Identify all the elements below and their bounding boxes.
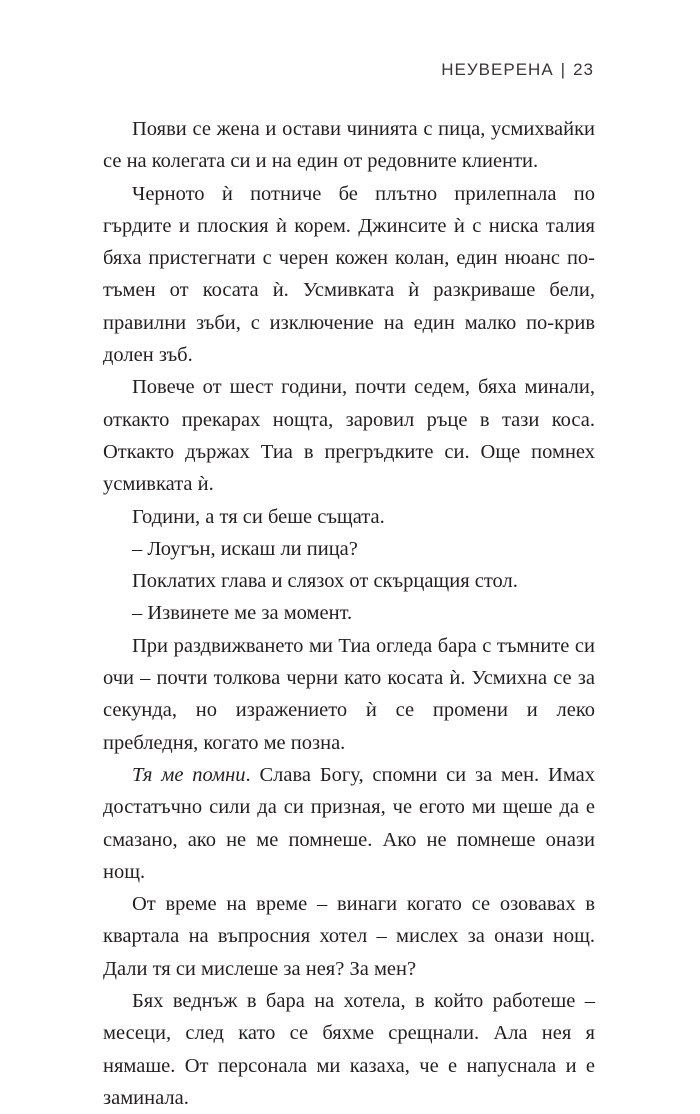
paragraph: Черното ѝ потниче бе плътно прилепнала по гърдите и плоския ѝ корем. Джинсите ѝ с ниска талия бяха пристегнати с черен кожен колан, един нюанс по-тъмен от косата ѝ. Усмивката ѝ разкриваше бели, правилни зъби, с изключение на един малко по-крив долен зъб. xyxy=(103,182,595,367)
paragraph: Повече от шест години, почти седем, бяха минали, откакто прекарах нощта, заровил ръце в тази коса. Откакто държах Тиа в прегръдките си. Още помнех усмивката ѝ. xyxy=(103,376,595,496)
italic-thought: Тя ме помни xyxy=(132,763,246,786)
dialogue-line: – Извинете ме за момент. xyxy=(132,602,353,625)
paragraph-continuation: . Слава Богу, спомни си за мен. Имах достатъчно сили да си призная, че егото ми щеше да е смазано, ако не ме помнеше. Ако не помнеше онази нощ. xyxy=(103,763,595,883)
header-separator: | xyxy=(560,60,567,79)
page-number: 23 xyxy=(573,60,594,79)
paragraph: Появи се жена и остави чинията с пица, усмихвайки се на колегата си и на един от редовните клиенти. xyxy=(103,118,595,173)
paragraph: Години, а тя си беше същата. xyxy=(132,505,385,528)
paragraph: Бях веднъж в бара на хотела, в който работеше – месеци, след като се бяхме срещнали. Ала нея я нямаше. От персонала ми казаха, че е напуснала и е заминала. xyxy=(103,990,595,1109)
dialogue-line: – Лоугън, искаш ли пица? xyxy=(132,537,358,560)
paragraph: От време на време – винаги когато се озовавах в квартала на въпросния хотел – мислех за онази нощ. Дали тя си мислеше за нея? За мен? xyxy=(103,893,595,980)
paragraph: Поклатих глава и слязох от скърцащия стол. xyxy=(132,570,518,593)
body-text xyxy=(103,113,595,1114)
paragraph xyxy=(103,759,595,888)
book-title: НЕУВЕРЕНА xyxy=(441,60,554,79)
running-head xyxy=(441,60,594,80)
paragraph: При раздвижването ми Тиа огледа бара с тъмните си очи – почти толкова черни като косата ѝ. Усмихна се за секунда, но изражението ѝ се промени и леко пребледня, когато ме позна. xyxy=(103,634,595,754)
